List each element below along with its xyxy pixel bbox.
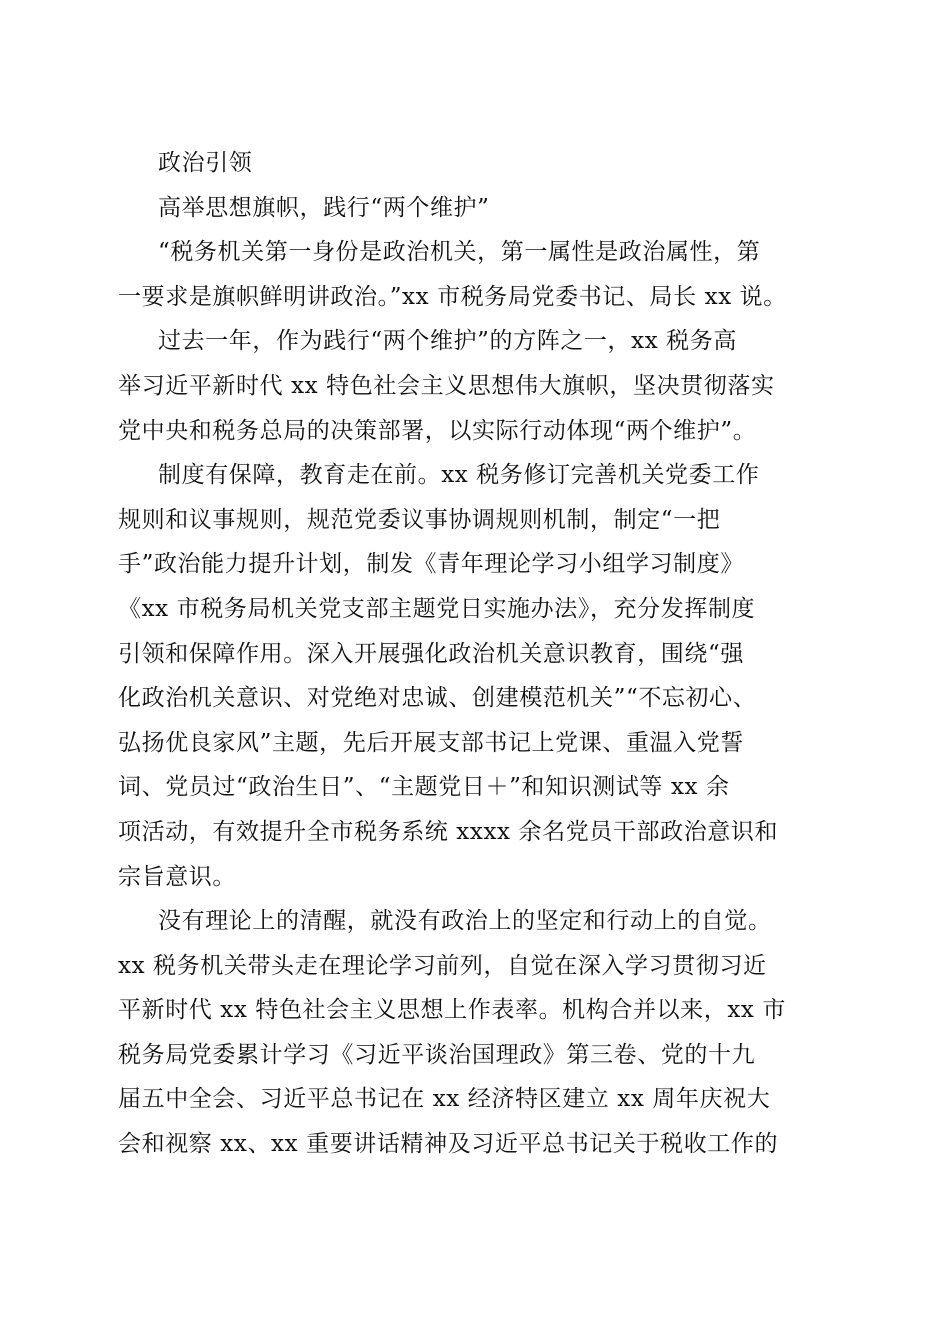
paragraph-2-line-3: 党中央和税务总局的决策部署，以实际行动体现“两个维护”。 [118, 417, 757, 444]
paragraph-1-line-2: 一要求是旗帜鲜明讲政治。”xx 市税务局党委书记、局长 xx 说。 [118, 283, 787, 310]
paragraph-3-line-10: 宗旨意识。 [118, 863, 236, 890]
paragraph-4-line-4: 税务局党委累计学习《习近平谈治国理政》第三卷、党的十九 [118, 1041, 756, 1068]
paragraph-4-line-6: 会和视察 xx、xx 重要讲话精神及习近平总书记关于税收工作的 [118, 1131, 779, 1158]
paragraph-1-line-1: “税务机关第一身份是政治机关，第一属性是政治属性，第 [158, 239, 761, 266]
paragraph-3-line-6: 化政治机关意识、对党绝对忠诚、创建模范机关”“不忘初心、 [118, 685, 757, 712]
section-subheading: 高举思想旗帜，践行“两个维护” [158, 194, 490, 221]
paragraph-3-line-4: 《xx 市税务局机关党支部主题党日实施办法》，充分发挥制度 [118, 595, 756, 622]
document-body [118, 141, 830, 1167]
paragraph-2-line-2: 举习近平新时代 xx 特色社会主义思想伟大旗帜，坚决贯彻落实 [118, 372, 775, 399]
paragraph-4-line-3: 平新时代 xx 特色社会主义思想上作表率。机构合并以来，xx 市 [118, 997, 787, 1024]
paragraph-3-line-2: 规则和议事规则，规范党委议事协调规则机制，制定“一把 [118, 506, 721, 533]
paragraph-3-line-7: 弘扬优良家风”主题，先后开展支部书记上党课、重温入党誓 [118, 729, 744, 756]
paragraph-3-line-1: 制度有保障，教育走在前。xx 税务修订完善机关党委工作 [158, 462, 760, 489]
paragraph-4-line-2: xx 税务机关带头走在理论学习前列，自觉在深入学习贯彻习近 [118, 952, 767, 979]
paragraph-4-line-1: 没有理论上的清醒，就没有政治上的坚定和行动上的自觉。 [158, 908, 772, 935]
paragraph-3-line-8: 词、党员过“政治生日”、“主题党日＋”和知识测试等 xx 余 [118, 774, 730, 801]
section-heading: 政治引领 [158, 150, 253, 176]
paragraph-2-line-1: 过去一年，作为践行“两个维护”的方阵之一，xx 税务高 [158, 328, 737, 355]
paragraph-3-line-5: 引领和保障作用。深入开展强化政治机关意识教育，围绕“强 [118, 640, 744, 667]
paragraph-3-line-3: 手”政治能力提升计划，制发《青年理论学习小组学习制度》 [118, 551, 744, 578]
paragraph-3-line-9: 项活动，有效提升全市税务系统 xxxx 余名党员干部政治意识和 [118, 818, 779, 845]
paragraph-4-line-5: 届五中全会、习近平总书记在 xx 经济特区建立 xx 周年庆祝大 [118, 1086, 771, 1113]
